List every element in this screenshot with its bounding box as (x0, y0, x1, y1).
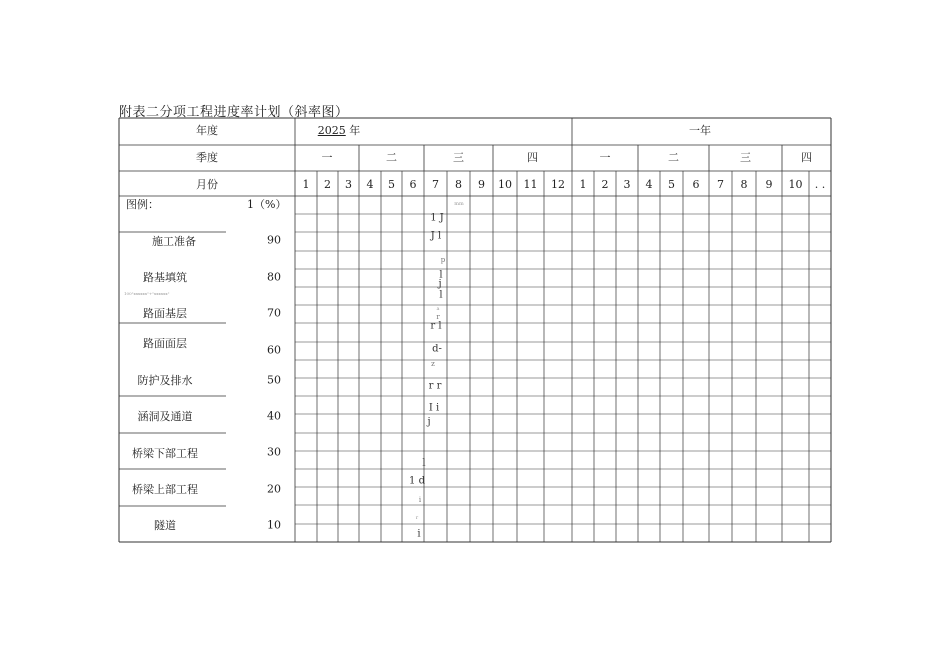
task-label: 桥梁上部工程 (132, 483, 198, 496)
month-label: 1 (302, 178, 310, 191)
month-label: 2 (324, 178, 331, 191)
month-label: 3 (345, 178, 352, 191)
scattered-mark: d- (432, 343, 442, 355)
task-label: 路基填筑 (143, 271, 187, 284)
percent-label: 70 (267, 306, 281, 320)
task-label: 涵洞及通道 (137, 410, 193, 423)
scattered-mark: a (436, 306, 440, 312)
month-label: 5 (668, 178, 675, 191)
month-label: 6 (692, 178, 700, 191)
month-label: 11 (523, 178, 538, 191)
task-label: 桥梁下部工程 (132, 447, 198, 460)
scattered-mark: j (427, 416, 431, 428)
task-label: 路面基层 (143, 307, 187, 320)
month-label: 7 (717, 178, 724, 191)
table-grid (119, 118, 831, 542)
task-label: 防护及排水 (137, 374, 193, 387)
quarter-label-8: 四 (801, 151, 812, 164)
scattered-mark: J l (430, 230, 442, 242)
tiny-note: 100"xxxxxx"+"xxxxxx" (124, 291, 170, 296)
month-label: 9 (765, 178, 773, 191)
scattered-mark: 1 d (409, 475, 425, 487)
legend-unit: 1（%） (247, 198, 287, 211)
year-2025 (318, 125, 361, 137)
month-label: 4 (645, 178, 653, 191)
quarter-label-7: 三 (740, 151, 751, 164)
percent-label: 60 (267, 343, 281, 357)
percent-label: 50 (267, 373, 281, 387)
legend-label: 图例： (126, 198, 159, 211)
month-label: 10 (788, 178, 803, 191)
month-label: 8 (740, 178, 748, 191)
month-label: 6 (409, 178, 417, 191)
year-suffix: 年 (345, 124, 361, 137)
scattered-mark: r (436, 313, 440, 321)
scattered-mark: r l (430, 320, 442, 332)
month-label: . . (814, 178, 826, 191)
scattered-mark: mm (454, 201, 464, 207)
quarter-label-2: 二 (386, 151, 397, 164)
month-label: 12 (551, 178, 565, 191)
month-label: 4 (366, 178, 374, 191)
month-label: 月份 (196, 178, 218, 191)
document-title: 附表二分项工程进度率计划（斜率图） (119, 105, 349, 120)
scattered-mark: l (439, 269, 443, 281)
month-label: 7 (432, 178, 439, 191)
scattered-mark: i (417, 528, 421, 540)
year-next: 一年 (689, 124, 711, 137)
scattered-mark: r r (428, 380, 442, 392)
scattered-mark: i (418, 496, 422, 504)
month-label: 9 (478, 178, 485, 191)
percent-label: 30 (267, 445, 281, 459)
scattered-mark: p (440, 256, 446, 264)
scattered-mark: l (422, 457, 426, 469)
quarter-label-3: 三 (453, 151, 464, 164)
task-label: 隧道 (154, 519, 176, 532)
quarter-label-5: 一 (599, 151, 611, 164)
month-label: 2 (601, 178, 609, 191)
year-number: 2025 (317, 124, 346, 137)
scattered-mark: z (431, 360, 435, 368)
scattered-mark: l (439, 289, 443, 301)
month-label: 8 (455, 178, 462, 191)
scattered-mark: 1 J (430, 212, 444, 224)
schedule-table (119, 118, 831, 542)
percent-label: 20 (267, 482, 281, 496)
quarter-label-1: 一 (321, 151, 333, 164)
month-label: 1 (579, 178, 587, 191)
percent-label: 10 (267, 518, 281, 532)
quarter-label: 季度 (196, 151, 218, 164)
task-label: 路面面层 (143, 337, 187, 350)
scattered-mark: I i (428, 402, 440, 414)
percent-label: 40 (267, 409, 281, 423)
percent-label: 80 (267, 270, 281, 284)
percent-label: 90 (267, 233, 281, 247)
quarter-label-4: 四 (527, 151, 538, 164)
scattered-mark: j (438, 278, 442, 290)
scattered-mark: r (415, 515, 419, 521)
month-label: 10 (498, 178, 512, 191)
quarter-label-6: 二 (668, 151, 679, 164)
month-label: 5 (388, 178, 395, 191)
year-label: 年度 (196, 124, 218, 137)
task-label: 施工准备 (152, 235, 196, 248)
month-label: 3 (623, 178, 631, 191)
